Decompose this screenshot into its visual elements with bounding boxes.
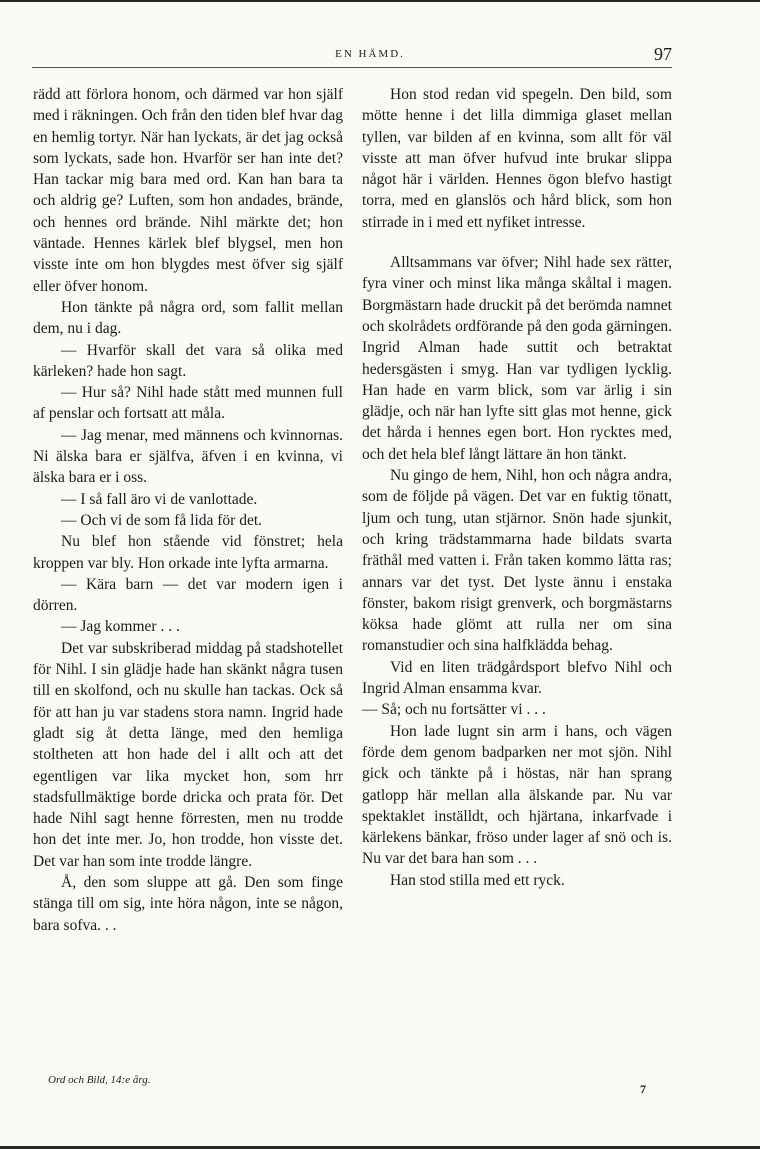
paragraph: Å, den som sluppe att gå. Den som finge stänga till om sig, inte höra någon, inte se någon, bara sofva. . .: [33, 873, 343, 934]
paragraph: — Så; och nu fortsätter vi . . .: [362, 701, 546, 719]
paragraph: rädd att förlora honom, och därmed var hon själf med i räkningen. Och från den tiden blef hvar dag en hemlig tortyr. När han lyckats, är det jag också som lyckats, sade hon. Hvarför ser han inte det? Han tackar mig bara med ord. Kan han bara ta och aldrig ge? Luften, som hon andades, brände, och hennes ord brände. Nihl märkte det; hon väntade. Hennes kärlek blef blygsel, men hon visste inte om hon blygdes mest öfver sig själf eller öfver honom.: [33, 86, 343, 295]
paragraph: Det var subskriberad middag på stadshotellet för Nihl. I sin glädje hade han skänkt några tusen till en skolfond, och nu skulle han tackas. Ock så för att han ju var stadens stora namn. Ingrid hade gladt sig åt detta länge, med den hemliga stoltheten att hon hade del i allt och att det egentligen var lika mycket hon, som hrr stadsfullmäktige borde dricka och prata för. Det hade Nihl sagt henne förresten, men nu trodde hon det inte mer. Jo, hon trodde, hon visste det. Det var han som inte trodde längre.: [33, 639, 343, 870]
paragraph: Hon tänkte på några ord, som fallit mellan dem, nu i dag.: [33, 298, 343, 338]
paragraph: — Hvarför skall det vara så olika med kärleken? hade hon sagt.: [33, 341, 343, 380]
page-number: 97: [654, 44, 672, 64]
paragraph: — I så fall äro vi de vanlottade.: [61, 490, 258, 508]
signature-mark: 7: [640, 1082, 646, 1096]
paragraph: Vid en liten trädgårdsport blefvo Nihl och Ingrid Alman ensamma kvar.: [362, 658, 672, 698]
left-column: [33, 84, 343, 936]
paragraph: Alltsammans var öfver; Nihl hade sex rätter, fyra viner och minst lika många skåltal i magen. Borgmästarn hade druckit på det berömda namnet och skolrådets ordförande på den goda gärningen. Ingrid Alman hade suttit och betraktat hedersgästen i smyg. Han var tydligen lycklig. Han hade en varm blick, som var ärlig i sin glädje, och när han lyfte sitt glas mot henne, gick det hårda i hennes egen bort. Hon rycktes med, och det hela blef långt lättare än hon tänkt.: [362, 254, 672, 463]
paragraph: Nu blef hon stående vid fönstret; hela kroppen var bly. Hon orkade inte lyfta armarna.: [33, 533, 343, 572]
paragraph: — Hur så? Nihl hade stått med munnen full af penslar och fortsatt att måla.: [33, 384, 343, 423]
paragraph: — Kära barn — det var modern igen i dörren.: [33, 575, 343, 615]
right-column: [362, 84, 672, 891]
running-header: EN HÄMD.: [335, 48, 405, 60]
paragraph: — Jag kommer . . .: [61, 618, 180, 636]
paragraph: — Jag menar, med männens och kvinnornas. Ni älska bara er själfva, äfven i en kvinna, vi älska bara er i oss.: [33, 426, 343, 487]
paragraph: Hon lade lugnt sin arm i hans, och vägen förde dem genom badparken ner mot sjön. Nihl gick och tänkte på i höstas, när han sprang gatlopp här mellan alla älskande par. Nu var spektaklet inställdt, och hjärtana, inkarfvade i kärlekens bänkar, fröso under lager af snö och is. Nu var det bara han som . . .: [362, 722, 672, 868]
paragraph: — Och vi de som få lida för det.: [61, 511, 263, 529]
paragraph: Hon stod redan vid spegeln. Den bild, som mötte henne i det lilla dimmiga glaset mellan tyllen, var bilden af en kvinna, som allt för väl visste att man öfver hufvud inte brukar slippa något här i världen. Hennes ögon blefvo hastigt torra, med en glanslös och hård blick, som hon stirrade in i med ett nyfiket intresse.: [362, 86, 672, 231]
source-footnote: Ord och Bild, 14:e årg.: [48, 1074, 151, 1086]
top-edge-line: [0, 0, 760, 2]
paragraph: Han stod stilla med ett ryck.: [390, 871, 565, 889]
header-rule: [32, 67, 672, 68]
paragraph: Nu gingo de hem, Nihl, hon och några andra, som de följde på vägen. Det var en fuktig tönatt, ljum och tung, utan stjärnor. Snön hade sjunkit, och kring trädstammarna hade bildats svarta fräthål med vatten i. Från taken kommo lätta ras; annars var det tyst. Det lyste ännu i enstaka fönster, bakom risigt grenverk, och borgmästarns köksa hade glömt att rulla ner om sina romanstudier och sina halfklädda behag.: [362, 467, 672, 655]
